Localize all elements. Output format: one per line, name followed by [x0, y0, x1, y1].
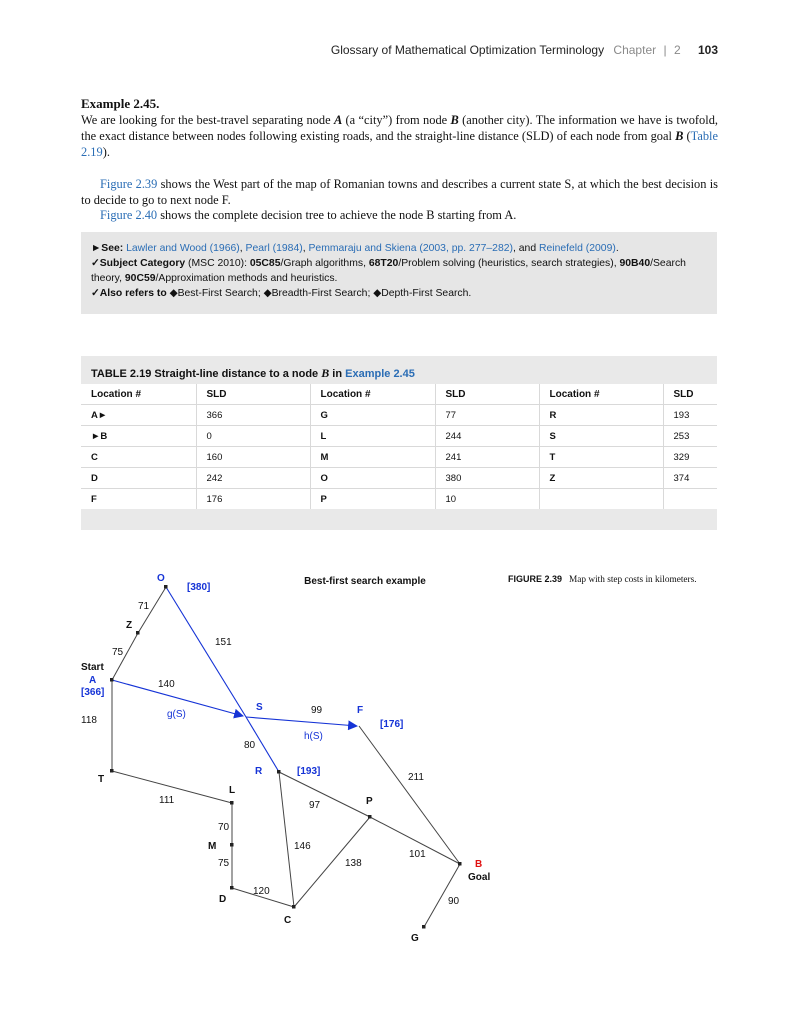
- node-dot-l: [230, 801, 234, 805]
- edge-s-f-arrow: [246, 717, 357, 726]
- header-title: Glossary of Mathematical Optimization Terminology: [330, 43, 605, 57]
- msc-desc: /Graph algorithms,: [280, 258, 369, 269]
- see-line: [91, 241, 707, 256]
- node-dot-p: [368, 815, 372, 819]
- see-also-box: [81, 232, 717, 314]
- node-label-g: G: [411, 933, 419, 944]
- edge-r-p: [279, 772, 370, 817]
- node-dot-c: [292, 905, 296, 909]
- edge-c-r: [279, 772, 294, 907]
- node-label-m: M: [208, 841, 217, 852]
- table-cell: ►B: [81, 426, 196, 447]
- msc-code: 68T20: [368, 258, 399, 269]
- msc-code: 05C85: [249, 258, 281, 269]
- see-label: ►See:: [91, 243, 124, 254]
- ref-link[interactable]: Lawler and Wood (1966): [126, 243, 240, 254]
- start-label: Start: [81, 662, 104, 673]
- table-cell: 380: [435, 468, 539, 489]
- table-cell: A►: [81, 405, 196, 426]
- table-cell: L: [310, 426, 435, 447]
- p1-text-d: (: [683, 129, 691, 143]
- node-label-b: B: [475, 859, 483, 870]
- ref-link[interactable]: Pearl (1984): [245, 243, 303, 254]
- cost-r-c: 146: [294, 841, 311, 852]
- cost-f-b: 211: [408, 772, 424, 783]
- p1-text-c: (another city). The information we have is twofold, the exact distance between nodes following existing roads, and the straight-line distance (SLD) of each node from goal: [81, 113, 718, 143]
- table-cell: Z: [539, 468, 663, 489]
- msc-desc: /Problem solving (heuristics, search strategies),: [398, 258, 620, 269]
- heuristic-a: [366]: [81, 687, 105, 698]
- cost-s-f: 99: [311, 705, 323, 716]
- table-cell: [663, 489, 717, 510]
- node-label-s: S: [256, 702, 263, 713]
- heuristic-o: [380]: [187, 582, 211, 593]
- cost-r-p: 97: [309, 800, 321, 811]
- p1-text-e: ).: [102, 145, 110, 159]
- also-label: ✓Also refers to: [91, 288, 167, 299]
- table-cell: S: [539, 426, 663, 447]
- node-label-c: C: [284, 915, 292, 926]
- cost-p-b: 101: [409, 849, 426, 860]
- table-cell: R: [539, 405, 663, 426]
- p1-node-a: A: [333, 113, 343, 127]
- table-cell: M: [310, 447, 435, 468]
- table-header-row: [81, 384, 717, 405]
- caption-prefix: TABLE 2.19 Straight-line distance to a node: [91, 368, 322, 380]
- col-header: Location #: [310, 384, 435, 405]
- ref-sep: .: [615, 243, 619, 254]
- table-cell: 253: [663, 426, 717, 447]
- table-cell: 77: [435, 405, 539, 426]
- cost-t-l: 111: [159, 795, 175, 806]
- table-cell: [539, 489, 663, 510]
- romania-map-figure: [0, 560, 800, 960]
- node-label-r: R: [255, 766, 263, 777]
- table-cell: D: [81, 468, 196, 489]
- node-label-a: A: [89, 675, 97, 686]
- table-cell: 10: [435, 489, 539, 510]
- cost-m-d: 75: [218, 858, 230, 869]
- p2-text: shows the West part of the map of Romanian towns and describes a current state S, at which the best decision is to decide to go to next node F.: [81, 177, 718, 207]
- figure-2-39-link[interactable]: Figure 2.39: [100, 177, 158, 191]
- node-dot-g: [422, 925, 426, 929]
- table-2-19: [81, 356, 717, 530]
- table-cell: 366: [196, 405, 310, 426]
- node-dots: [110, 585, 462, 929]
- cost-d-c: 120: [253, 886, 270, 897]
- p1-text-b: (a “city”) from node: [342, 113, 451, 127]
- table-cell: 0: [196, 426, 310, 447]
- example-2-45-link[interactable]: Example 2.45: [345, 368, 415, 380]
- table-cell: C: [81, 447, 196, 468]
- heuristic-r: [193]: [297, 766, 321, 777]
- cost-b-g: 90: [448, 896, 460, 907]
- figure-caption-label: FIGURE 2.39: [508, 574, 563, 584]
- col-header: SLD: [435, 384, 539, 405]
- table-2-19-link[interactable]: Table 2.19: [81, 129, 718, 159]
- ref-sep: ,: [239, 243, 246, 254]
- cost-o-s: 151: [215, 637, 232, 648]
- g-s-label: g(S): [167, 709, 186, 720]
- msc-code: 90C59: [124, 273, 156, 284]
- node-dot-m: [230, 843, 234, 847]
- table-cell: 193: [663, 405, 717, 426]
- cost-c-p: 138: [345, 858, 362, 869]
- figure-2-40-link[interactable]: Figure 2.40: [100, 208, 158, 222]
- heuristic-labels: [81, 582, 403, 777]
- table-caption: [91, 366, 415, 381]
- node-label-l: L: [229, 785, 236, 796]
- node-label-z: Z: [126, 620, 133, 631]
- subject-line: [91, 256, 707, 286]
- example-paragraph-1: [81, 112, 718, 160]
- goal-label: Goal: [468, 872, 491, 883]
- ref-sep: , and: [512, 243, 539, 254]
- ref-sep: ,: [302, 243, 309, 254]
- example-paragraph-2: [81, 176, 718, 208]
- node-dot-z: [136, 631, 140, 635]
- cost-a-t: 118: [81, 715, 97, 726]
- table-cell: 241: [435, 447, 539, 468]
- table-cell: P: [310, 489, 435, 510]
- msc-code: 90B40: [619, 258, 651, 269]
- cost-o-z: 71: [138, 601, 150, 612]
- table-row: [81, 468, 717, 489]
- node-label-p: P: [366, 796, 373, 807]
- node-labels: [81, 573, 490, 944]
- table-cell: G: [310, 405, 435, 426]
- table-row: [81, 405, 717, 426]
- node-label-f: F: [357, 705, 364, 716]
- page-number: 103: [697, 43, 718, 57]
- table-cell: 176: [196, 489, 310, 510]
- msc-desc: /Search theory,: [91, 258, 686, 284]
- header-chapter-number: 2: [673, 43, 681, 57]
- p3-text: shows the complete decision tree to achieve the node B starting from A.: [157, 208, 517, 222]
- table-row: [81, 489, 717, 510]
- road-edges: [112, 587, 460, 927]
- p1-node-b2: B: [675, 129, 684, 143]
- subject-msc: (MSC 2010):: [185, 258, 250, 269]
- col-header: SLD: [663, 384, 717, 405]
- example-title: Example 2.45.: [81, 96, 160, 111]
- subject-label: ✓Subject Category: [91, 258, 186, 269]
- h-s-label: h(S): [304, 731, 323, 742]
- table-row: [81, 426, 717, 447]
- node-label-t: T: [98, 774, 105, 785]
- node-label-o: O: [157, 573, 165, 584]
- also-refs: ◆Best-First Search; ◆Breadth-First Search; ◆Depth-First Search.: [166, 288, 472, 299]
- figure-title: Best-first search example: [304, 576, 426, 587]
- running-header: [331, 43, 718, 57]
- col-header: Location #: [539, 384, 663, 405]
- node-dot-r: [277, 770, 281, 774]
- node-dot-d: [230, 886, 234, 890]
- msc-desc: /Approximation methods and heuristics.: [155, 273, 338, 284]
- edge-f-b: [359, 726, 460, 864]
- node-dot-o: [164, 585, 168, 589]
- node-dot-b: [458, 862, 462, 866]
- also-refers-line: [91, 286, 707, 301]
- cost-a-s: 140: [158, 679, 175, 690]
- ref-link[interactable]: Reinefeld (2009): [538, 243, 616, 254]
- table-cell: 329: [663, 447, 717, 468]
- p1-node-b: B: [450, 113, 459, 127]
- table-row: [81, 447, 717, 468]
- edge-cost-labels: [81, 601, 460, 907]
- caption-italic: B: [321, 366, 330, 380]
- col-header: Location #: [81, 384, 196, 405]
- figure-caption-text: Map with step costs in kilometers.: [569, 575, 697, 585]
- table-cell: F: [81, 489, 196, 510]
- table-cell: 374: [663, 468, 717, 489]
- cost-z-a: 75: [112, 647, 124, 658]
- col-header: SLD: [196, 384, 310, 405]
- node-dot-a: [110, 678, 114, 682]
- node-label-d: D: [219, 894, 227, 905]
- table-cell: O: [310, 468, 435, 489]
- header-separator: |: [663, 43, 667, 57]
- ref-link[interactable]: Pemmaraju and Skiena (2003, pp. 277–282): [308, 243, 513, 254]
- table-cell: 160: [196, 447, 310, 468]
- cost-l-m: 70: [218, 822, 230, 833]
- caption-in: in: [329, 368, 346, 380]
- node-dot-t: [110, 769, 114, 773]
- header-chapter-label: Chapter: [613, 43, 657, 57]
- cost-s-r: 80: [244, 740, 256, 751]
- table-cell: 242: [196, 468, 310, 489]
- p1-text-a: We are looking for the best-travel separating node: [81, 113, 334, 127]
- heuristic-f: [176]: [380, 719, 404, 730]
- edge-o-s: [166, 587, 246, 717]
- table-cell: 244: [435, 426, 539, 447]
- table-cell: T: [539, 447, 663, 468]
- sld-table: [81, 384, 717, 509]
- example-paragraph-3: [81, 207, 718, 223]
